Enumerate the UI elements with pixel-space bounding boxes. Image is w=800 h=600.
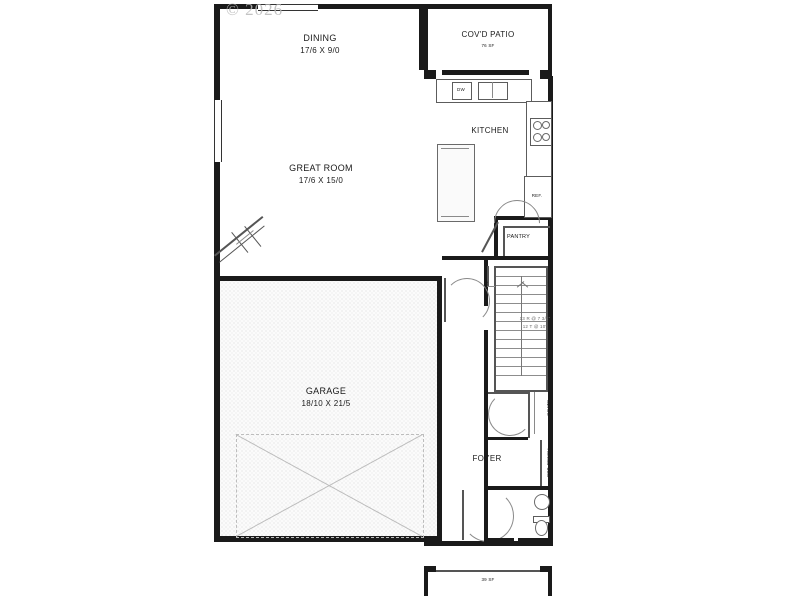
annotation-opt-bench: OPT. BENCH (546, 448, 552, 478)
kitchen-sink (478, 82, 508, 100)
garage-entry-door-leaf (444, 278, 446, 322)
wall-patio-right (548, 4, 552, 80)
room-label-garage: GARAGE (305, 386, 347, 396)
wall-foyer-left (484, 440, 488, 488)
kitchen-island-inner (441, 148, 469, 149)
room-label-kitchen: KITCHEN (471, 126, 509, 135)
wall-bath-top (484, 486, 553, 490)
burner-2 (542, 121, 550, 129)
burner-1 (533, 121, 542, 130)
garage-entry-door-swing (444, 278, 490, 324)
wall-mid-horizontal (442, 256, 488, 260)
coats-closet-rod (534, 392, 535, 434)
room-label-great: GREAT ROOM (289, 163, 353, 173)
copyright-watermark: © 2026 (226, 0, 284, 19)
front-door-swing (462, 490, 514, 542)
kitchen-island (437, 144, 475, 222)
front-door-leaf (462, 490, 464, 540)
room-label-dining: DINING (303, 33, 337, 43)
annotation-refrigerator: REF. (531, 193, 543, 198)
stair-top-edge (494, 266, 548, 268)
annotation-stair-risers: 13 R @ 7 3/4" (519, 316, 551, 321)
annotation-coats: COATS (546, 399, 552, 416)
foyer-door-swing (488, 392, 532, 436)
patio-column-left (424, 70, 436, 79)
kitchen-sink-divider (492, 82, 493, 98)
opt-bench-line (540, 440, 542, 486)
wall-garage-right (437, 276, 442, 542)
room-dim-porch: 39 SF (481, 577, 495, 582)
wall-foyer-top (488, 437, 528, 440)
kitchen-island-inner-2 (441, 216, 469, 217)
front-door-jamb-left (484, 538, 514, 546)
annotation-dishwasher: DW (457, 87, 465, 92)
annotation-stair-treads: 12 T @ 10" (522, 324, 548, 329)
front-door-jamb-right (518, 538, 552, 546)
burner-3 (533, 133, 542, 142)
annotation-pantry: PANTRY (507, 234, 531, 240)
burner-4 (542, 133, 550, 141)
room-dim-patio: 76 SF (481, 43, 495, 48)
room-label-patio: COV'D PATIO (461, 30, 515, 39)
room-dim-dining: 17/6 X 9/0 (300, 46, 340, 55)
foyer-door-leaf (488, 392, 530, 394)
annotation-linen: LIN. (484, 280, 490, 290)
room-label-foyer: FOYER (472, 454, 502, 463)
room-porch (428, 572, 548, 596)
room-dim-great: 17/6 X 15/0 (298, 176, 344, 185)
patio-column-right (540, 70, 552, 79)
toilet-bowl (535, 520, 548, 536)
room-dim-garage: 18/10 X 21/5 (301, 399, 351, 408)
sink-basin (534, 494, 550, 510)
window-great-left (214, 100, 222, 162)
